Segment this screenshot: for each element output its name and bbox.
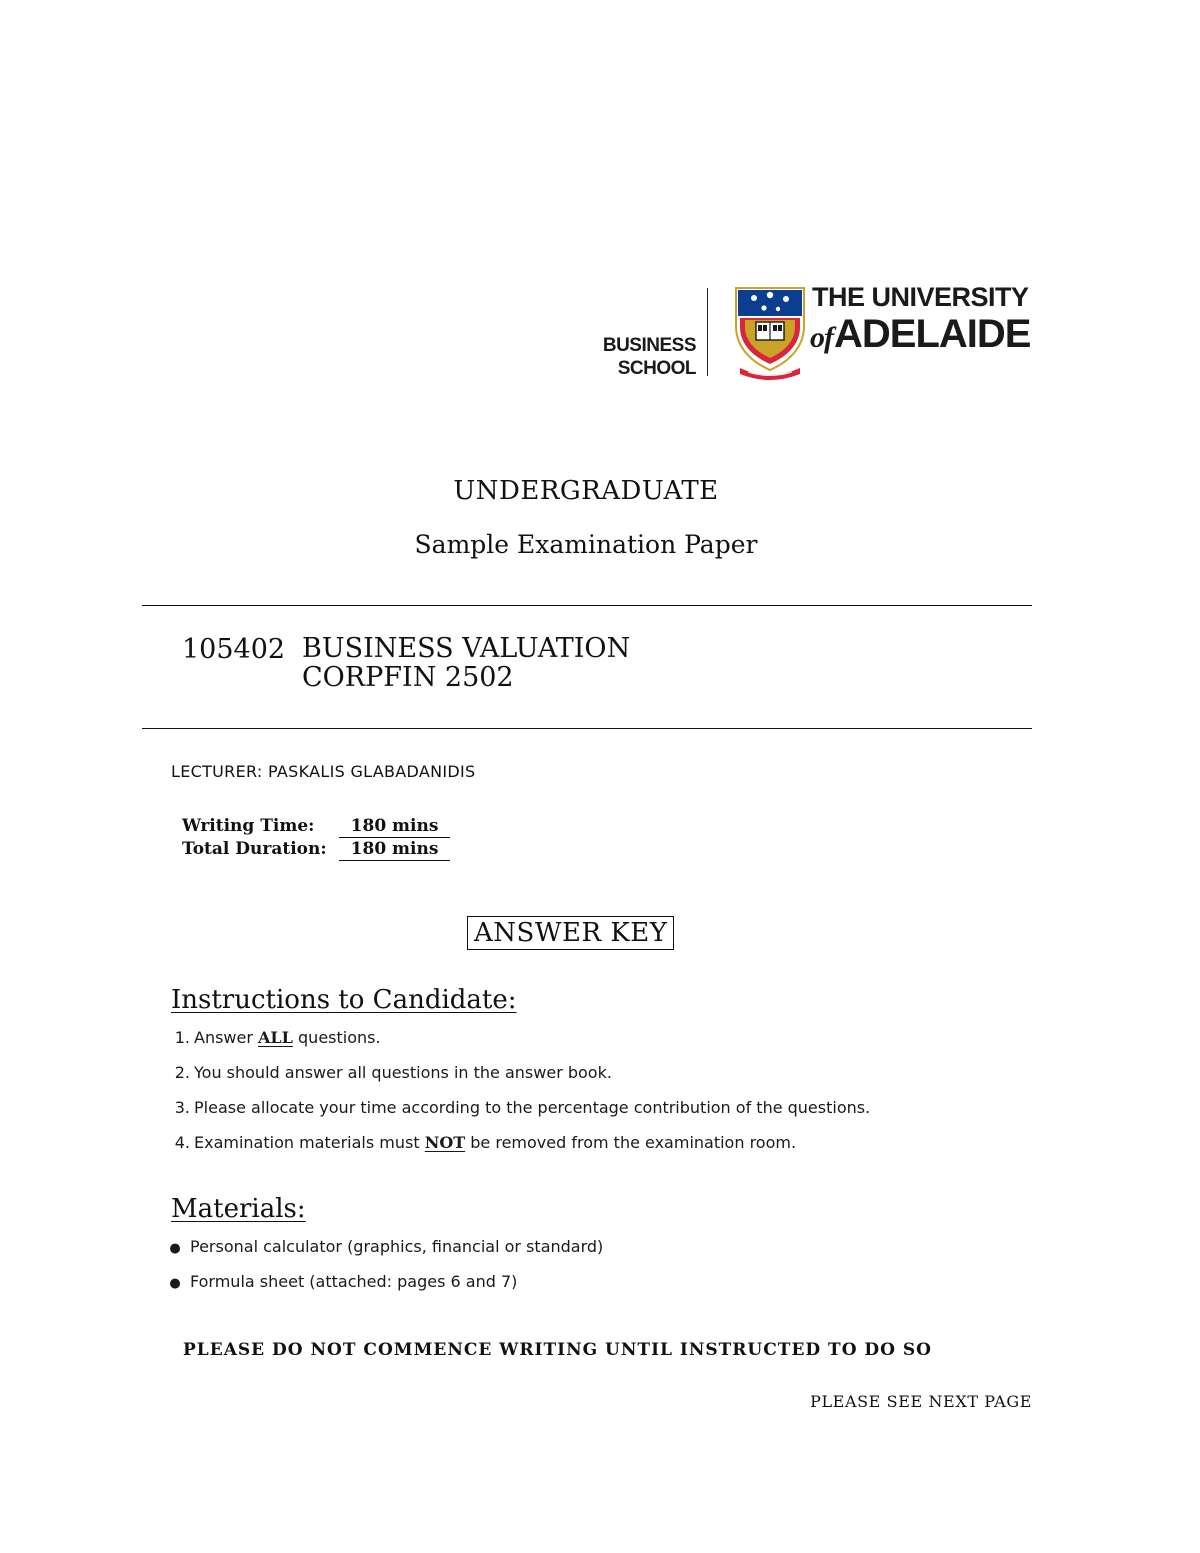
- bottom-divider: [142, 728, 1032, 729]
- course-name: BUSINESS VALUATION: [302, 633, 631, 664]
- business-school-label: [580, 334, 696, 380]
- list-item: 4. Examination materials must NOT be removed from the examination room.: [174, 1133, 797, 1152]
- emphasis-not: NOT: [424, 1133, 466, 1152]
- materials-heading: Materials:: [171, 1194, 306, 1224]
- writing-time-row: [182, 815, 450, 838]
- writing-time-value: 180 mins: [339, 815, 451, 838]
- course-titles: [302, 634, 630, 692]
- logo-divider: [707, 288, 708, 376]
- commence-warning: PLEASE DO NOT COMMENCE WRITING UNTIL INSTRUCTED TO DO SO: [183, 1340, 932, 1360]
- list-item: 2. You should answer all questions in the answer book.: [174, 1063, 612, 1082]
- business-school-line2: SCHOOL: [617, 358, 696, 379]
- lecturer-line: LECTURER: PASKALIS GLABADANIDIS: [171, 762, 476, 781]
- university-name-bottom: [810, 312, 1030, 357]
- total-duration-row: [182, 838, 450, 861]
- answer-key-box: ANSWER KEY: [467, 916, 674, 950]
- course-alt-code: CORPFIN 2502: [302, 662, 514, 693]
- emphasis-all: ALL: [258, 1028, 293, 1047]
- list-item: 3. Please allocate your time according to the percentage contribution of the questions.: [174, 1098, 871, 1117]
- university-name: ADELAIDE: [834, 312, 1031, 356]
- university-of: of: [810, 321, 833, 354]
- total-duration-label: Total Duration:: [182, 839, 327, 859]
- list-item: ● Formula sheet (attached: pages 6 and 7): [162, 1272, 517, 1291]
- bullet-icon: ●: [169, 1241, 181, 1256]
- next-page-footer: PLEASE SEE NEXT PAGE: [810, 1392, 1032, 1411]
- university-name-top: THE UNIVERSITY: [812, 282, 1029, 312]
- writing-time-label: Writing Time:: [182, 816, 315, 837]
- university-crest-icon: [734, 286, 806, 380]
- list-item: ● Personal calculator (graphics, financial or standard): [162, 1237, 603, 1256]
- business-school-line1: BUSINESS: [602, 335, 696, 356]
- exam-subtitle: Sample Examination Paper: [414, 530, 758, 559]
- list-item: 1. Answer ALL questions.: [174, 1028, 381, 1047]
- top-divider: [142, 605, 1032, 606]
- timing-table: [182, 815, 450, 861]
- bullet-icon: ●: [169, 1276, 181, 1291]
- exam-level: UNDERGRADUATE: [453, 476, 719, 506]
- total-duration-value: 180 mins: [339, 838, 451, 861]
- course-code: 105402: [182, 634, 286, 665]
- instructions-heading: Instructions to Candidate:: [171, 985, 517, 1015]
